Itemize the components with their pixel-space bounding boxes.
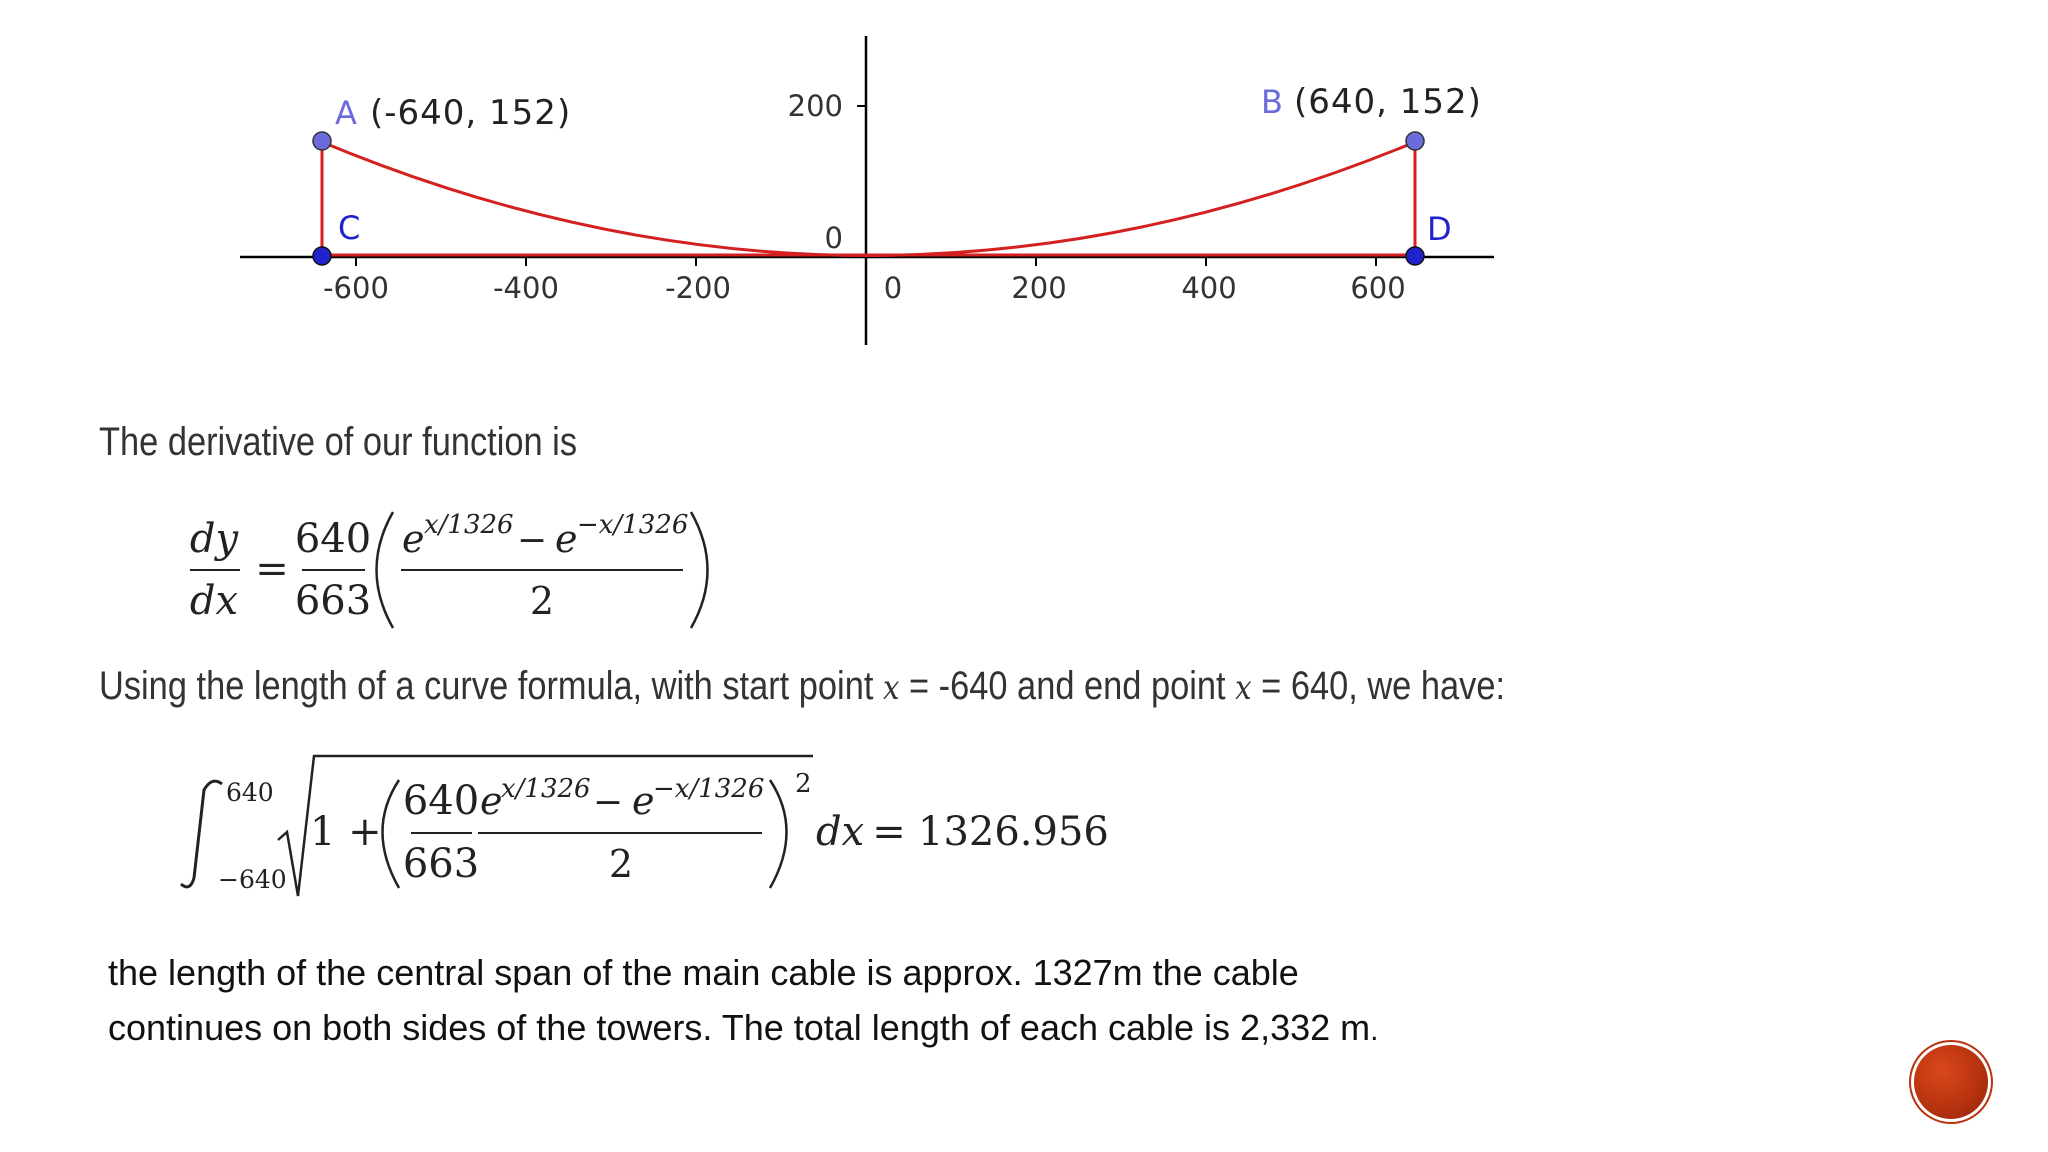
coefficient-numerator: 640 [294,516,372,562]
integral-coefficient-numerator: 640 [402,778,480,824]
integral-right-paren [770,780,787,888]
point-d-letter: D [1427,210,1452,248]
integral-sign [181,781,222,887]
catenary-curve [322,142,1415,256]
point-c-marker[interactable] [313,247,331,265]
intro-text-part1: Using the length of a curve formula, with start point [99,664,883,708]
point-b-letter: B [1261,83,1283,121]
conclusion-period: . [1370,1014,1379,1047]
integral-exp-positive-power: x/1326 [501,774,591,804]
equals-sign: = [255,546,289,592]
conclusion-line-1: the length of the central span of the main cable is approx. 1327m the cable [108,952,1299,993]
integral-inner-denominator: 2 [608,842,634,886]
point-d-marker[interactable] [1406,247,1424,265]
start-x-variable: x [882,668,900,708]
intro-text-part2: = -640 and end point [899,664,1236,708]
conclusion-line-2 [108,1000,1608,1058]
integral-upper-limit: 640 [226,778,274,807]
point-a-coords: (-640, 152) [370,93,572,133]
intro-text-part3: = 640, we have: [1251,664,1506,708]
dy-numerator: dy [189,516,239,562]
exp-negative-power: −x/1326 [577,510,689,540]
point-a-marker[interactable] [313,132,331,150]
square-power: 2 [795,769,812,799]
integral-coefficient-denominator: 663 [402,841,480,887]
integral-left-paren [383,780,400,888]
minus-sign: − [516,520,548,561]
right-paren [691,512,708,628]
integral-equals-sign: = [872,809,906,855]
integral-exp-positive-base: e [480,779,503,823]
point-b-marker[interactable] [1406,132,1424,150]
dx-denominator: dx [189,578,239,624]
integral-lower-limit: −640 [218,865,287,894]
coefficient-denominator: 663 [294,578,372,624]
integral-result: 1326.956 [918,809,1109,855]
x-tick-label: 200 [1011,271,1067,305]
x-tick-label: -200 [665,271,731,305]
point-c-letter: C [338,209,361,247]
x-tick-label: -400 [493,271,559,305]
end-x-variable: x [1235,668,1252,708]
conclusion-line-2-text: continues on both sides of the towers. The total length of each cable is 2,332 m [108,1007,1371,1048]
conclusion-paragraph [108,945,1608,1058]
integral-exp-negative-base: e [632,779,655,823]
inner-denominator: 2 [529,579,555,623]
exp-positive-base: e [402,517,425,561]
length-formula-intro [99,664,1505,709]
x-tick-label: -600 [323,271,389,305]
point-b-coords: (640, 152) [1294,82,1482,122]
derivative-formula [190,510,708,628]
x-tick-label: 400 [1181,271,1237,305]
exp-positive-power: x/1326 [424,510,514,540]
x-tick-label: 600 [1350,271,1406,305]
derivative-heading: The derivative of our function is [99,420,578,464]
slide-logo-badge [1914,1045,1988,1119]
integral-exp-negative-power: −x/1326 [653,774,765,804]
left-paren [377,512,394,628]
dx-differential: dx [816,809,865,855]
arc-length-integral [181,756,1109,896]
y-tick-label: 0 [824,221,843,255]
one-plus: 1 + [310,809,382,855]
exp-negative-base: e [555,517,578,561]
point-a-letter: A [335,94,357,132]
y-tick-label: 200 [787,89,843,123]
integral-minus-sign: − [592,782,624,823]
x-tick-label: 0 [883,271,903,305]
